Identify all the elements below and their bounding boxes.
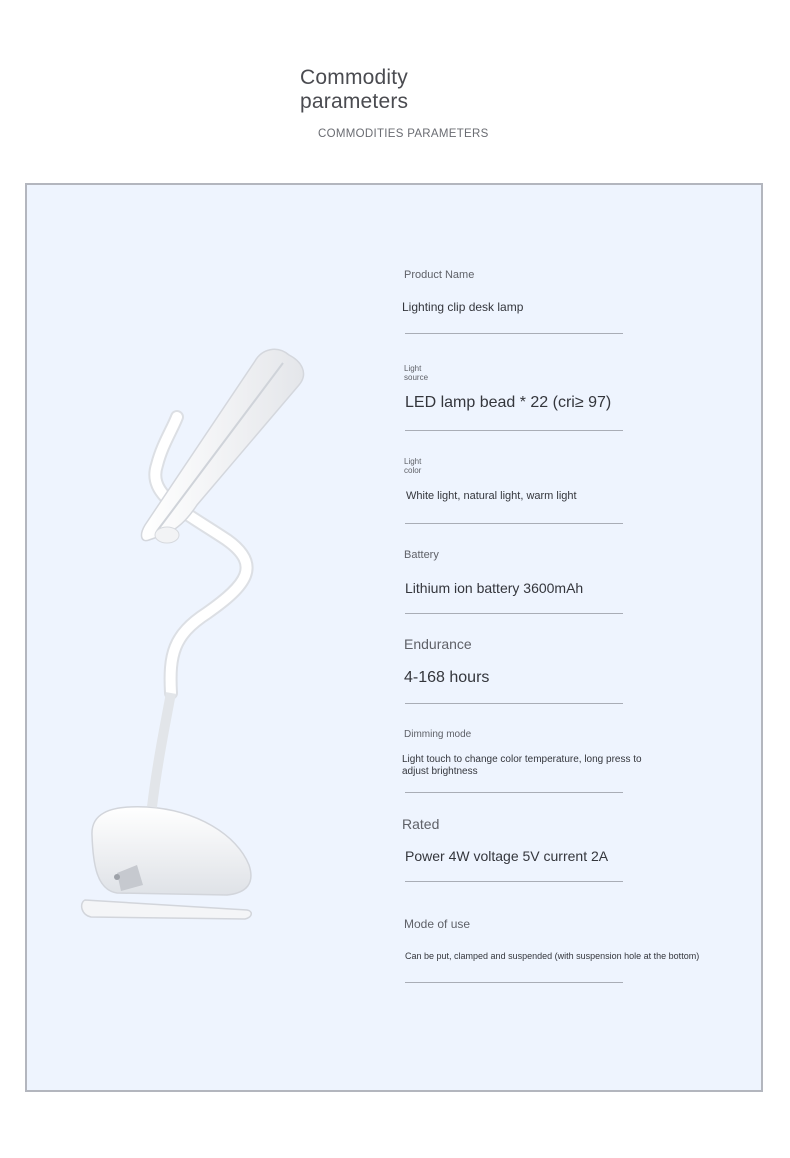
param-label-rated: Rated (402, 816, 440, 832)
section-subtitle: COMMODITIES PARAMETERS (318, 128, 489, 140)
section-title: Commodity parameters (300, 66, 409, 113)
param-value-mode-of-use: Can be put, clamped and suspended (with suspension hole at the bottom) (405, 951, 700, 961)
param-value-rated: Power 4W voltage 5V current 2A (405, 848, 609, 864)
param-value-battery: Lithium ion battery 3600mAh (405, 580, 584, 596)
param-value-endurance: 4-168 hours (404, 669, 490, 686)
divider (405, 430, 623, 431)
divider (405, 982, 623, 983)
param-label-light-color: Light color (404, 457, 422, 475)
param-value-product-name: Lighting clip desk lamp (402, 300, 524, 314)
param-label-battery: Battery (404, 549, 439, 561)
param-label-dimming-mode: Dimming mode (404, 729, 472, 740)
divider (405, 792, 623, 793)
param-label-light-source: Light source (404, 364, 429, 382)
param-label-endurance: Endurance (404, 636, 472, 652)
parameters-panel (25, 183, 763, 1092)
param-label-product-name: Product Name (404, 269, 475, 281)
param-value-light-source: LED lamp bead * 22 (cri≥ 97) (405, 394, 612, 411)
divider (405, 613, 623, 614)
divider (405, 881, 623, 882)
divider (405, 523, 623, 524)
divider (405, 333, 623, 334)
param-value-light-color: White light, natural light, warm light (406, 490, 577, 502)
param-value-dimming-mode: Light touch to change color temperature, long press to adjust brightness (402, 754, 642, 777)
clip-desk-lamp-icon (77, 345, 317, 935)
param-label-mode-of-use: Mode of use (404, 917, 471, 931)
divider (405, 703, 623, 704)
